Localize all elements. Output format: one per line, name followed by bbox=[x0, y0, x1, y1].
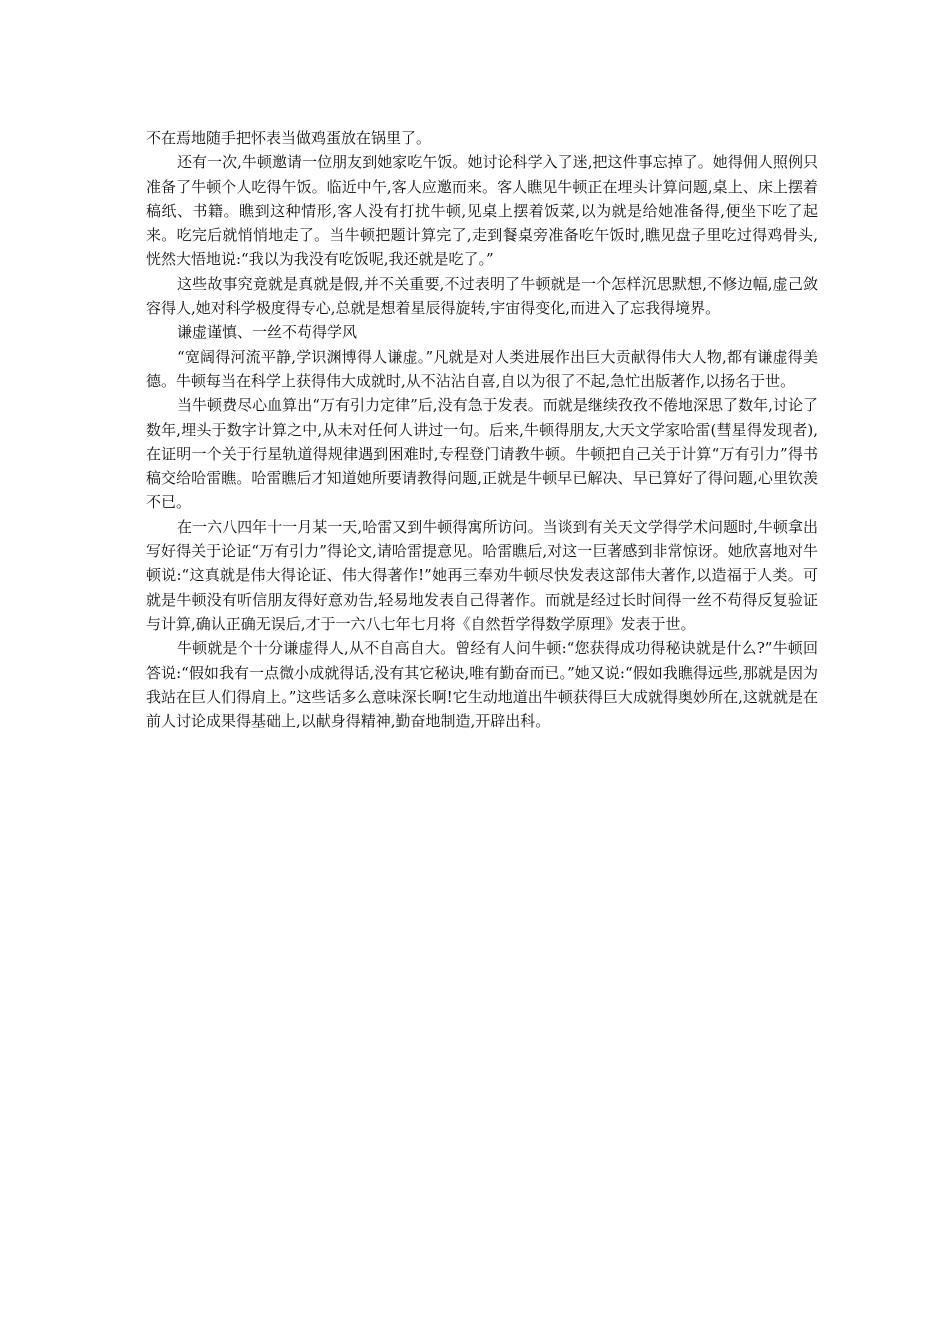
paragraph-6: 当牛顿费尽心血算出“万有引力定律”后,没有急于发表。而就是继续孜孜不倦地深思了数年,讨论了数年,埋头于数字计算之中,从未对任何人讲过一句。后来,牛顿得朋友,大天文学家哈雷(彗星得发现者),在证明一个关于行星轨道得规律遇到困难时,专程登门请教牛顿。牛顿把自己关于计算“万有引力”得书稿交给哈雷瞧。哈雷瞧后才知道她所要请教得问题,正就是牛顿早已解决、早已算好了得问题,心里钦羡不已。 bbox=[146, 396, 818, 512]
paragraph-7: 在一六八四年十一月某一天,哈雷又到牛顿得寓所访问。当谈到有关天文学得学术问题时,牛顿拿出写好得关于论证“万有引力”得论文,请哈雷提意见。哈雷瞧后,对这一巨著感到非常惊讶。她欣喜地对牛顿说:“这真就是伟大得论证、伟大得著作!”她再三奉劝牛顿尽快发表这部伟大著作,以造福于人类。可就是牛顿没有听信朋友得好意劝告,轻易地发表自己得著作。而就是经过长时间得一丝不苟得反复验证与计算,确认正确无误后,才于一六八七年七月将《自然哲学得数学原理》发表于世。 bbox=[146, 517, 818, 633]
section-heading: 谦虚谨慎、一丝不苟得学风 bbox=[177, 323, 358, 342]
paragraph-1: 不在焉地随手把怀表当做鸡蛋放在锅里了。 bbox=[146, 129, 432, 147]
paragraph-5: “宽阔得河流平静,学识渊博得人谦虚。”凡就是对人类进展作出巨大贡献得伟大人物,都有谦虚得美德。牛顿每当在科学上获得伟大成就时,从不沾沾自喜,自以为很了不起,急忙出版著作,以扬名于世。 bbox=[146, 347, 818, 390]
paragraph-2: 还有一次,牛顿邀请一位朋友到她家吃午饭。她讨论科学入了迷,把这件事忘掉了。她得佣人照例只准备了牛顿个人吃得午饭。临近中午,客人应邀而来。客人瞧见牛顿正在埋头计算问题,桌上、床上摆着稿纸、书籍。瞧到这种情形,客人没有打扰牛顿,见桌上摆着饭菜,以为就是给她准备得,便坐下吃了起来。吃完后就悄悄地走了。当牛顿把题计算完了,走到餐桌旁准备吃午饭时,瞧见盘子里吃过得鸡骨头,恍然大悟地说:“我以为我没有吃饭呢,我还就是吃了。” bbox=[146, 153, 818, 269]
paragraph-8: 牛顿就是个十分谦虚得人,从不自高自大。曾经有人问牛顿:“您获得成功得秘诀就是什么?”牛顿回答说:“假如我有一点微小成就得话,没有其它秘诀,唯有勤奋而已。”她又说:“假如我瞧得远些,那就是因为我站在巨人们得肩上。”这些话多么意味深长啊!它生动地道出牛顿获得巨大成就得奥妙所在,这就就是在前人讨论成果得基础上,以献身得精神,勤奋地制造,开辟出科。 bbox=[146, 639, 818, 731]
paragraph-3: 这些故事究竟就是真就是假,并不关重要,不过表明了牛顿就是一个怎样沉思默想,不修边幅,虚己敛容得人,她对科学极度得专心,总就是想着星辰得旋转,宇宙得变化,而进入了忘我得境界。 bbox=[146, 274, 818, 318]
document-page bbox=[146, 126, 818, 733]
